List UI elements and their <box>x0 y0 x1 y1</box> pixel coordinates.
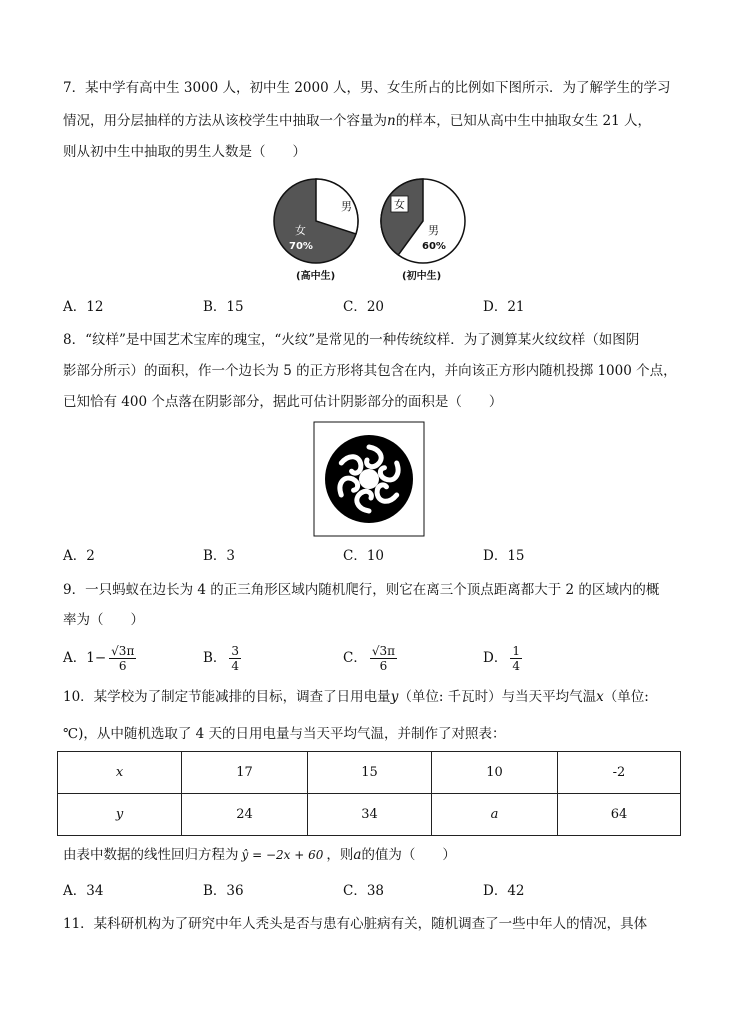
pie-high-female-pct: 70% <box>289 241 313 252</box>
q9-option-c <box>343 641 397 675</box>
q8-fire-pattern-figure <box>313 421 425 537</box>
table-cell: 10 <box>432 752 558 794</box>
q7-var-n: n <box>387 113 396 129</box>
q8-line-1: 8．“纹样”是中国艺术宝库的瑰宝，“火纹”是常见的一种传统纹样．为了测算某火纹纹样（如图阴 <box>63 332 640 348</box>
q9-option-b-num: 3 <box>231 644 240 658</box>
table-header-x: x <box>58 752 182 794</box>
q9-option-a-fraction <box>109 644 136 673</box>
q9-option-b-label: B． <box>203 650 227 666</box>
q7-line-2 <box>63 111 651 131</box>
table-header-y: y <box>58 794 182 836</box>
q9-option-b-den: 4 <box>231 659 240 673</box>
q8-option-a: A．2 <box>63 548 95 564</box>
q9-option-d-num: 1 <box>512 644 520 658</box>
q10-line-3-b: ，则 <box>326 847 354 863</box>
q7-line-2-a: 情况，用分层抽样的方法从该校学生中抽取一个容量为 <box>63 113 387 129</box>
q10-data-table <box>57 751 681 836</box>
q10-line-2: ℃)，从中随机选取了 4 天的日用电量与当天平均气温，并制作了对照表： <box>63 726 506 742</box>
q9-option-b <box>203 641 241 675</box>
pie-middle-caption: (初中生) <box>402 271 442 282</box>
table-cell: 64 <box>558 794 681 836</box>
q7-line-1: 7．某中学有高中生 3000 人，初中生 2000 人，男、女生所占的比例如下图所示．为了解学生的学习 <box>63 80 671 96</box>
q10-var-y: y <box>390 689 399 705</box>
q9-option-b-fraction <box>229 644 241 673</box>
q9-option-c-label: C． <box>343 650 367 666</box>
pie-high-caption: (高中生) <box>296 271 336 282</box>
q10-regression-equation: ŷ = −2x + 60 <box>241 848 324 862</box>
q8-line-2: 影部分所示）的面积，作一个边长为 5 的正方形将其包含在内，并向该正方形内随机投掷 1000 个点， <box>63 363 677 379</box>
q7-line-3: 则从初中生中抽取的男生人数是（ ） <box>63 144 306 160</box>
q9-option-a <box>63 641 136 675</box>
q7-option-b: B．15 <box>203 299 244 315</box>
q10-option-d: D．42 <box>483 883 525 899</box>
q8-option-d: D．15 <box>483 548 525 564</box>
q10-var-a: a <box>353 847 362 863</box>
table-cell: 34 <box>308 794 432 836</box>
q9-option-d-fraction <box>510 644 522 673</box>
q9-option-c-fraction <box>370 644 397 673</box>
q10-line-3 <box>63 845 456 865</box>
q9-line-1: 9．一只蚂蚁在边长为 4 的正三角形区域内随机爬行，则它在离三个顶点距离都大于 2 的区域内的概 <box>63 582 660 598</box>
q10-line-1-c: （单位: <box>603 689 649 705</box>
fire-pattern-center-hole <box>359 469 379 489</box>
q9-option-a-den: 6 <box>118 659 127 673</box>
q7-option-a: A．12 <box>63 299 104 315</box>
q9-option-a-label: A．1− <box>63 650 107 666</box>
table-cell: 24 <box>182 794 308 836</box>
q7-option-c: C．20 <box>343 299 385 315</box>
table-cell: -2 <box>558 752 681 794</box>
q10-var-x: x <box>596 689 604 705</box>
q7-line-2-b: 的样本，已知从高中生中抽取女生 21 人， <box>395 113 651 129</box>
pie-middle-male-label: 男 <box>428 224 439 237</box>
q8-line-3: 已知恰有 400 个点落在阴影部分，据此可估计阴影部分的面积是（ ） <box>63 394 503 410</box>
pie-high-male-label: 男 <box>341 200 352 213</box>
q7-pie-charts <box>268 174 474 288</box>
q10-line-3-c: 的值为（ ） <box>361 847 456 863</box>
q8-option-c: C．10 <box>343 548 385 564</box>
q9-option-d <box>483 641 522 675</box>
q10-line-1 <box>63 687 649 707</box>
q10-line-3-a: 由表中数据的线性回归方程为 <box>63 847 239 863</box>
q10-option-b: B．36 <box>203 883 244 899</box>
pie-middle-school <box>381 179 465 282</box>
q10-option-c: C．38 <box>343 883 385 899</box>
q9-option-d-den: 4 <box>512 659 520 673</box>
q8-option-b: B．3 <box>203 548 236 564</box>
q9-option-d-label: D． <box>483 650 508 666</box>
table-row <box>58 794 681 836</box>
q9-option-c-num: √3π <box>371 644 396 658</box>
q9-option-a-num: √3π <box>111 644 135 658</box>
q9-line-2: 率为（ ） <box>63 612 144 628</box>
q10-line-1-a: 10．某学校为了制定节能减排的目标，调查了日用电量 <box>63 689 391 705</box>
pie-high-female-label: 女 <box>295 224 306 237</box>
table-cell-unknown-a: a <box>432 794 558 836</box>
pie-high-school <box>274 179 358 282</box>
table-row <box>58 752 681 794</box>
pie-middle-female-label: 女 <box>394 198 405 211</box>
q10-line-1-b: （单位: 千瓦时）与当天平均气温 <box>398 689 597 705</box>
table-cell: 15 <box>308 752 432 794</box>
q9-option-c-den: 6 <box>379 659 388 673</box>
q10-option-a: A．34 <box>63 883 104 899</box>
pie-middle-male-pct: 60% <box>422 241 446 252</box>
q7-option-d: D．21 <box>483 299 525 315</box>
q11-line-1: 11．某科研机构为了研究中年人秃头是否与患有心脏病有关，随机调查了一些中年人的情况，具体 <box>63 916 648 932</box>
table-cell: 17 <box>182 752 308 794</box>
